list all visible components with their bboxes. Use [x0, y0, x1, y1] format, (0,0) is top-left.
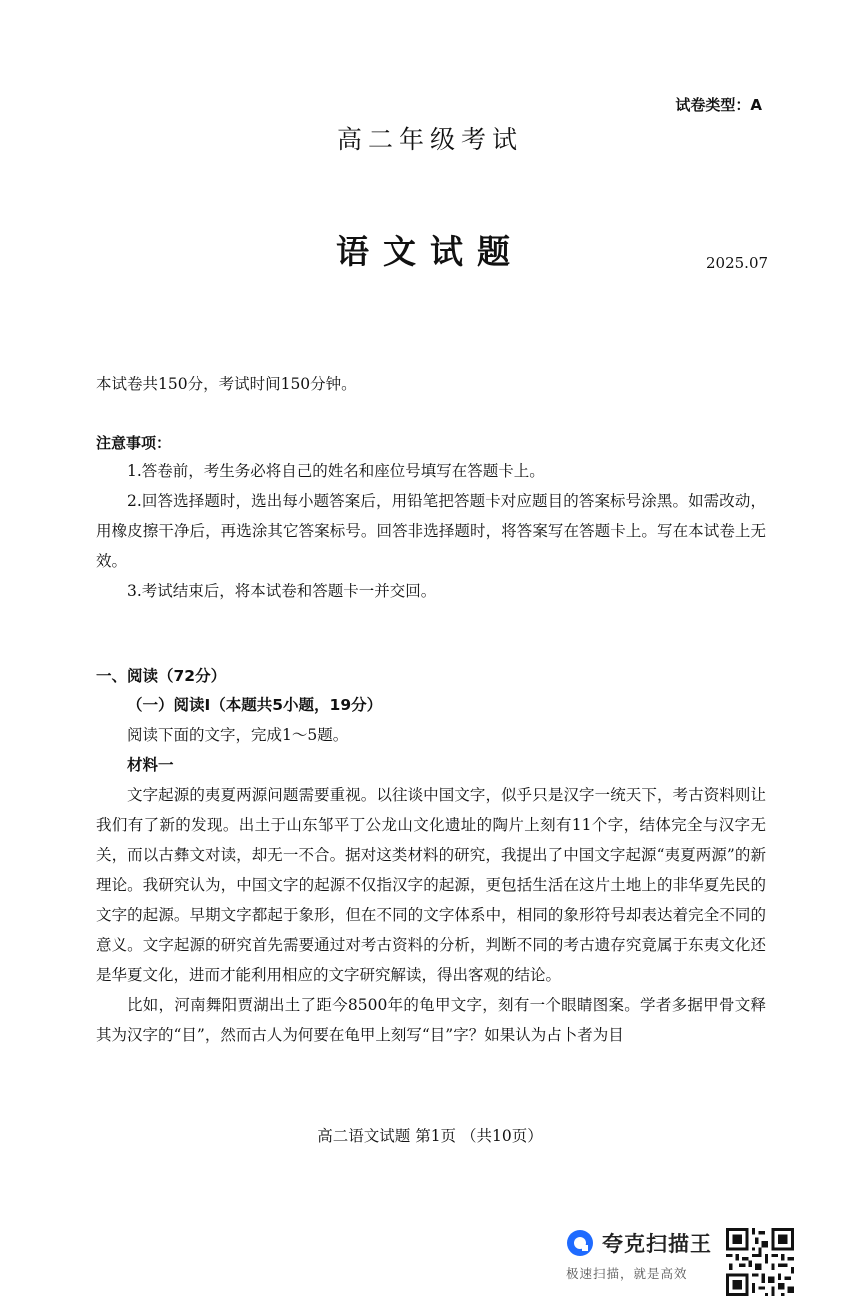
page-footer: 高二语文试题 第1页 （共10页）: [317, 1127, 543, 1145]
section-subtitle: （一）阅读Ⅰ（本题共5小题，19分）: [127, 696, 383, 714]
material-paragraph: 比如，河南舞阳贾湖出土了距今8500年的龟甲文字，刻有一个眼睛图案。学者多据甲骨文释其为汉字的“目”，然而古人为何要在龟甲上刻写“目”字？如果认为占卜者为目: [96, 996, 766, 1044]
quark-logo-icon: [566, 1229, 594, 1257]
brand-name: 夸克扫描王: [602, 1232, 712, 1256]
exam-name: 高二年级考试: [336, 125, 523, 154]
scanner-watermark: [566, 1228, 712, 1282]
section-instruction: 阅读下面的文字，完成1～5题。: [127, 726, 349, 744]
notice-item: 3.考试结束后，将本试卷和答题卡一并交回。: [127, 582, 437, 600]
notice-title: 注意事项：: [96, 434, 172, 452]
notice-item: 2.回答选择题时，选出每小题答案后，用铅笔把答题卡对应题目的答案标号涂黑。如需改动，用橡皮擦干净后，再选涂其它答案标号。回答非选择题时，将答案写在答题卡上。写在本试卷上无效。: [96, 492, 766, 570]
paper-type-label: 试卷类型：A: [675, 96, 762, 114]
brand-slogan: 极速扫描，就是高效: [566, 1266, 688, 1281]
material-label: 材料一: [127, 756, 174, 774]
exam-date: 2025.07: [706, 254, 769, 272]
reading-section: [96, 690, 766, 1050]
page-title: 语文试题: [336, 232, 524, 271]
section-title: 一、阅读（72分）: [96, 667, 227, 685]
material-paragraph: 文字起源的夷夏两源问题需要重视。以往谈中国文字，似乎只是汉字一统天下，考古资料则让我们有了新的发现。出土于山东邹平丁公龙山文化遗址的陶片上刻有11个字，结体完全与汉字无关，而以古彝文对读，却无一不合。据对这类材料的研究，我提出了中国文字起源“夷夏两源”的新理论。我研究认为，中国文字的起源不仅指汉字的起源，更包括生活在这片土地上的非华夏先民的文字的起源。早期文字都起于象形，但在不同的文字体系中，相同的象形符号却表达着完全不同的意义。文字起源的研究首先需要通过对考古资料的分析，判断不同的考古遗存究竟属于东夷文化还是华夏文化，进而才能利用相应的文字研究解读，得出客观的结论。: [96, 786, 766, 984]
brand-row: [566, 1228, 712, 1258]
notice-item: 1.答卷前，考生务必将自己的姓名和座位号填写在答题卡上。: [127, 462, 545, 480]
exam-intro: 本试卷共150分，考试时间150分钟。: [96, 375, 357, 393]
notice-list: [96, 456, 766, 606]
qr-code-icon: [726, 1228, 794, 1296]
